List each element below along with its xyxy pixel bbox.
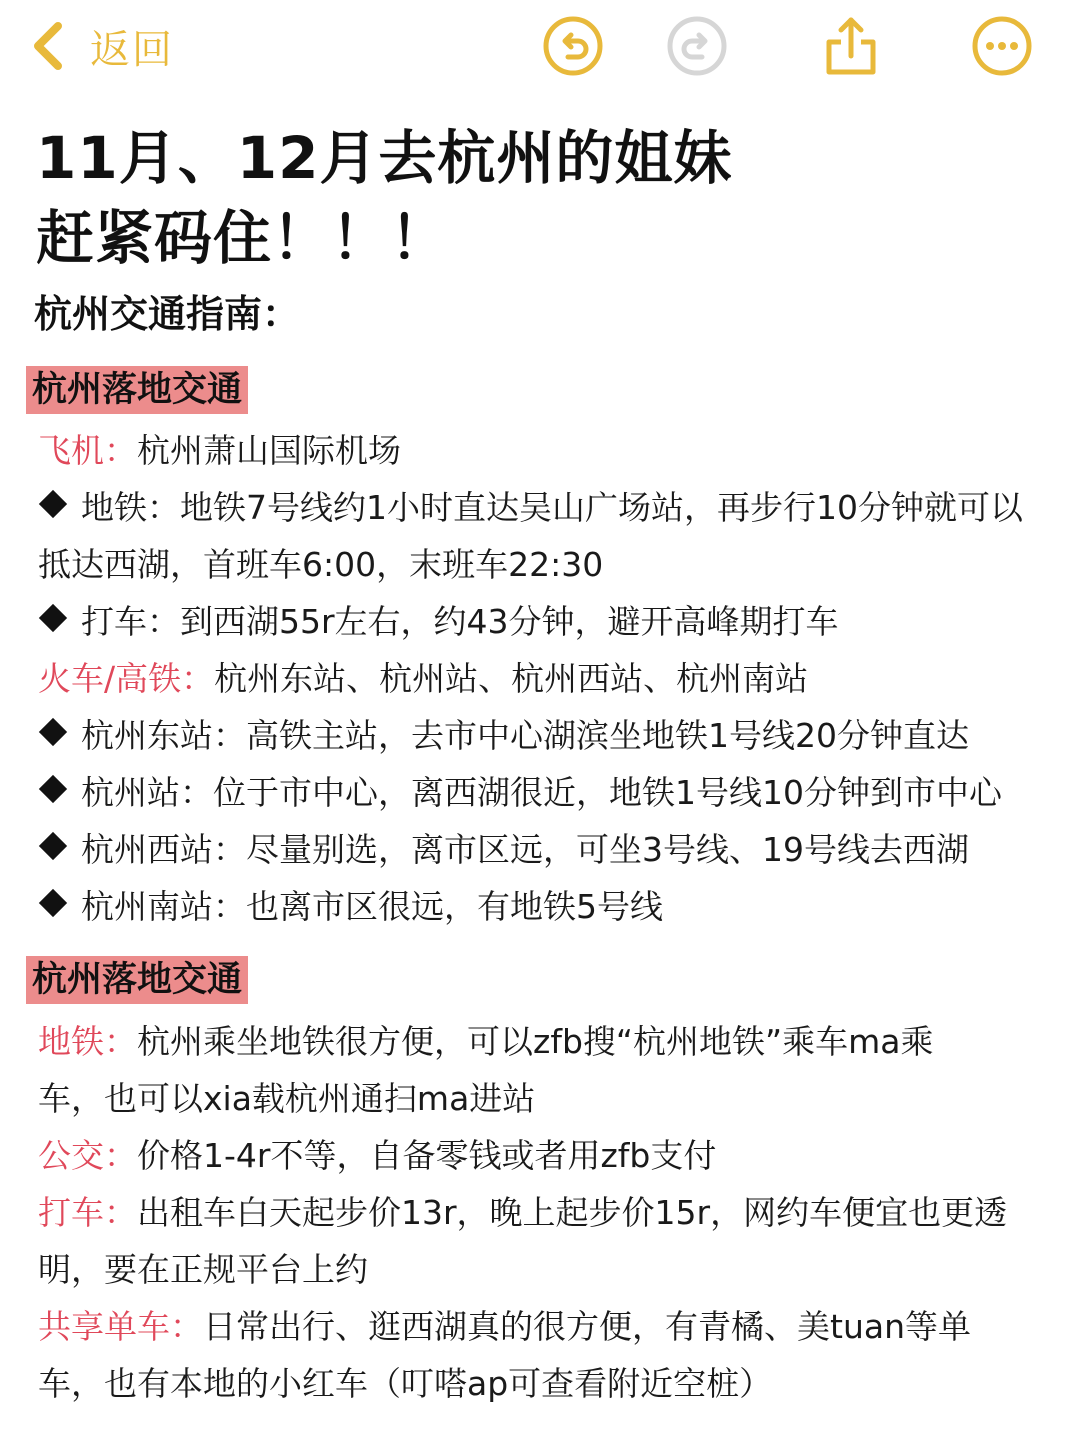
list-item: [38, 1241, 368, 1298]
list-item: [38, 479, 1023, 536]
diamond-bullet-icon: [39, 889, 67, 917]
item-text: 日常出行、逛西湖真的很方便，有青橘、美tuan等单: [203, 1307, 971, 1346]
list-item: [38, 1070, 535, 1127]
item-text: 地铁：地铁7号线约1小时直达吴山广场站，再步行10分钟就可以: [81, 488, 1023, 527]
list-item: [38, 1355, 772, 1412]
item-text: 杭州乘坐地铁很方便，可以zfb搜“杭州地铁”乘车ma乘: [137, 1022, 934, 1061]
list-item: [38, 1184, 1007, 1241]
list-item: [38, 1013, 933, 1070]
section-heading: 杭州落地交通: [26, 366, 248, 414]
item-key: 打车：: [38, 1193, 137, 1232]
list-item: [38, 593, 839, 650]
item-text: 杭州东站：高铁主站，去市中心湖滨坐地铁1号线20分钟直达: [81, 716, 969, 755]
item-text: 杭州站：位于市中心，离西湖很近，地铁1号线10分钟到市中心: [81, 773, 1002, 812]
chevron-left-icon: [30, 20, 66, 72]
item-text: 车，也有本地的小红车（叮嗒ap可查看附近空桩）: [38, 1364, 773, 1403]
item-text: 杭州萧山国际机场: [137, 431, 401, 470]
diamond-bullet-icon: [39, 718, 67, 746]
list-item: [38, 707, 969, 764]
title-line-1: 11月、12月去杭州的姐妹: [36, 124, 733, 192]
item-text: 杭州南站：也离市区很远，有地铁5号线: [81, 887, 663, 926]
list-item: [38, 1127, 716, 1184]
note-title: [36, 118, 732, 278]
undo-button[interactable]: [541, 14, 605, 78]
item-text: 出租车白天起步价13r，晚上起步价15r，网约车便宜也更透: [137, 1193, 1008, 1232]
diamond-bullet-icon: [39, 832, 67, 860]
item-text: 抵达西湖，首班车6:00，末班车22:30: [38, 545, 604, 584]
item-text: 打车：到西湖55r左右，约43分钟，避开高峰期打车: [81, 602, 839, 641]
item-text: 杭州西站：尽量别选，离市区远，可坐3号线、19号线去西湖: [81, 830, 969, 869]
item-key: 火车/高铁：: [38, 659, 215, 698]
item-key: 飞机：: [38, 431, 137, 470]
item-key: 地铁：: [38, 1022, 137, 1061]
list-item: [38, 536, 603, 593]
item-key: 共享单车：: [38, 1307, 203, 1346]
list-item: [38, 422, 401, 479]
list-item: [38, 650, 808, 707]
list-item: [38, 821, 969, 878]
item-text: 车，也可以xia载杭州通扫ma进站: [38, 1079, 536, 1118]
item-text: 杭州东站、杭州站、杭州西站、杭州南站: [214, 659, 809, 698]
title-line-2: 赶紧码住！！！: [36, 204, 450, 272]
back-button[interactable]: [30, 14, 174, 78]
note-subtitle: 杭州交通指南：: [34, 292, 301, 336]
list-item: [38, 1298, 971, 1355]
item-text: 价格1-4r不等，自备零钱或者用zfb支付: [137, 1136, 717, 1175]
more-icon: [970, 14, 1034, 78]
list-item: [38, 764, 1002, 821]
item-text: 明，要在正规平台上约: [38, 1250, 368, 1289]
toolbar: [0, 0, 1080, 96]
share-button[interactable]: [819, 14, 883, 78]
diamond-bullet-icon: [39, 490, 67, 518]
diamond-bullet-icon: [39, 775, 67, 803]
redo-icon: [665, 14, 729, 78]
undo-icon: [541, 14, 605, 78]
redo-button[interactable]: [665, 14, 729, 78]
share-icon: [819, 14, 883, 78]
back-label: 返回: [90, 26, 174, 73]
more-button[interactable]: [970, 14, 1034, 78]
item-key: 公交：: [38, 1136, 137, 1175]
section-heading: 杭州落地交通: [26, 956, 248, 1004]
diamond-bullet-icon: [39, 604, 67, 632]
list-item: [38, 878, 663, 935]
